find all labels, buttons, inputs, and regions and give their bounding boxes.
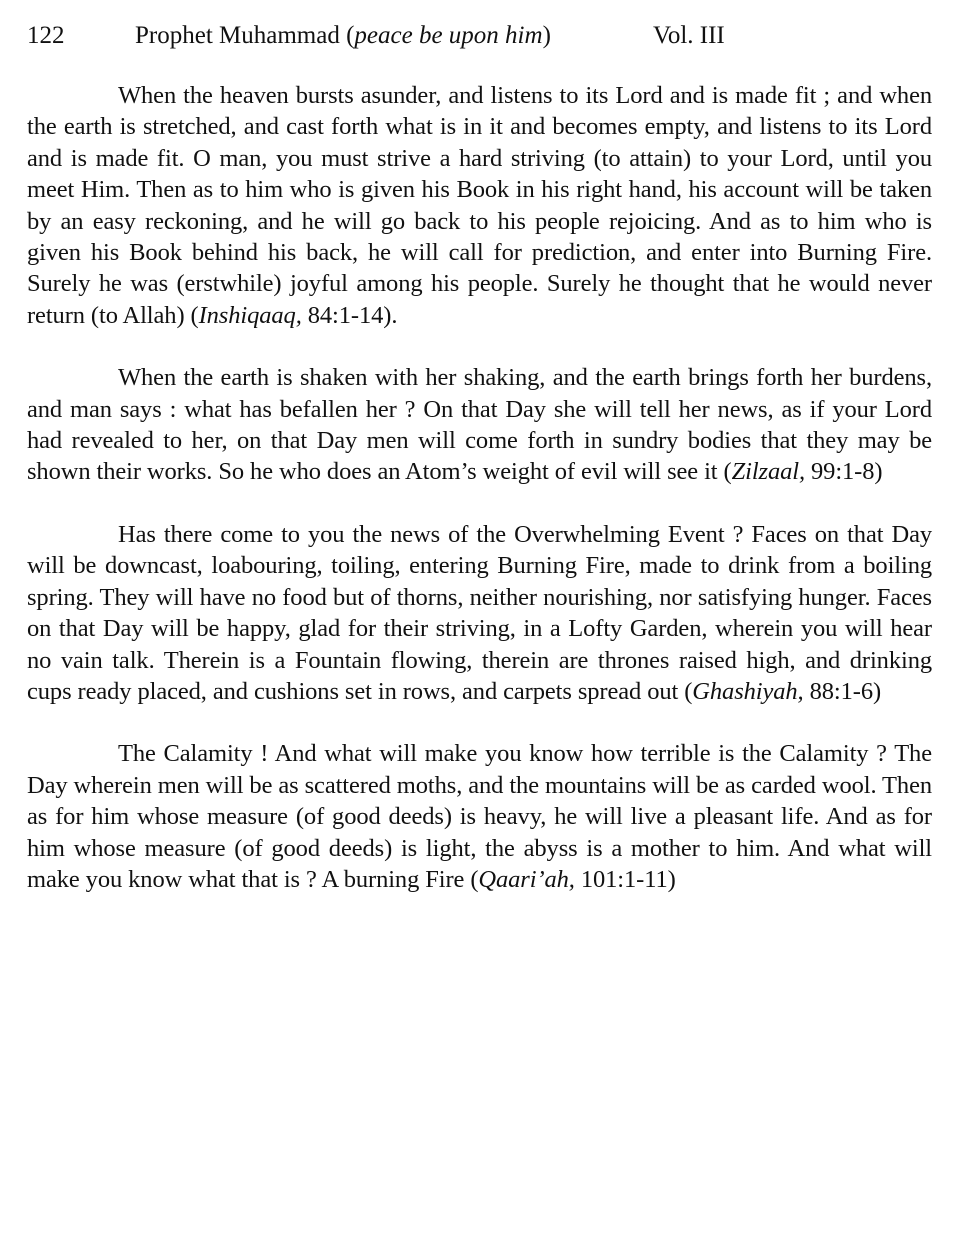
page-number: 122 [27,22,65,49]
book-title [135,18,551,54]
paragraph-inshiqaaq [27,80,932,331]
book-title-honorific: peace be upon him [354,22,543,49]
paragraph-ghashiyah [27,519,932,707]
paragraph-qaariah [27,738,932,895]
citation-surah: Inshiqaaq, [198,301,302,329]
paragraph-zilzaal [27,362,932,488]
volume-label: Vol. III [653,22,725,49]
paragraph-text: When the heaven bursts asunder, and listens to its Lord and is made fit ; and when the earth is stretched, and cast forth what is in it and becomes empty, and listens to its Lord and is made fit. O man, you must strive a hard striving (to attain) to your Lord, until you meet Him. Then as to him who is given his Book in his right hand, his account will be taken by an easy reckoning, and he will go back to his people rejoicing. And as to him who is given his Book behind his back, he will call for prediction, and enter into Burning Fire. Surely he was (erstwhile) joyful among his people. Surely he thought that he would never return (to Allah) ( [27,82,932,329]
paragraph-text: When the earth is shaken with her shaking, and the earth brings forth her burdens, and man says : what has befallen her ? On that Day she will tell her news, as if your Lord had revealed to her, on that Day men will come forth in sundry bodies that they may be shown their works. So he who does an Atom’s weight of evil will see it ( [27,364,932,486]
citation-surah: Zilzaal, [731,458,805,486]
paragraph-text: Has there come to you the news of the Overwhelming Event ? Faces on that Day will be downcast, loabouring, toiling, entering Burning Fire, made to drink from a boiling spring. They will have no food but of thorns, neither nourishing, nor satisfying hunger. Faces on that Day will be happy, glad for their striving, in a Lofty Garden, wherein you will hear no vain talk. Therein is a Fountain flowing, therein are thrones raised high, and drinking cups ready placed, and cushions set in rows, and carpets spread out ( [27,520,932,705]
citation-reference: 99:1-8) [805,458,883,486]
citation-reference: 101:1-11) [574,865,676,893]
citation-surah: Qaari’ah, [478,865,575,893]
body-text [27,80,932,926]
citation-reference: 88:1-6) [803,677,882,705]
citation-reference: 84:1-14). [301,301,398,329]
paragraph-text: The Calamity ! And what will make you know how terrible is the Calamity ? The Day wherein men will be as scattered moths, and the mountains will be as carded wool. Then as for him whose measure (of good deeds) is heavy, he will live a pleasant life. And as for him whose measure (of good deeds) is light, the abyss is a mother to him. And what will make you know what that is ? A burning Fire ( [27,740,932,893]
citation-surah: Ghashiyah, [692,677,804,705]
book-title-main: Prophet Muhammad ( [135,22,355,49]
book-title-close: ) [542,22,551,49]
running-header [27,18,927,54]
